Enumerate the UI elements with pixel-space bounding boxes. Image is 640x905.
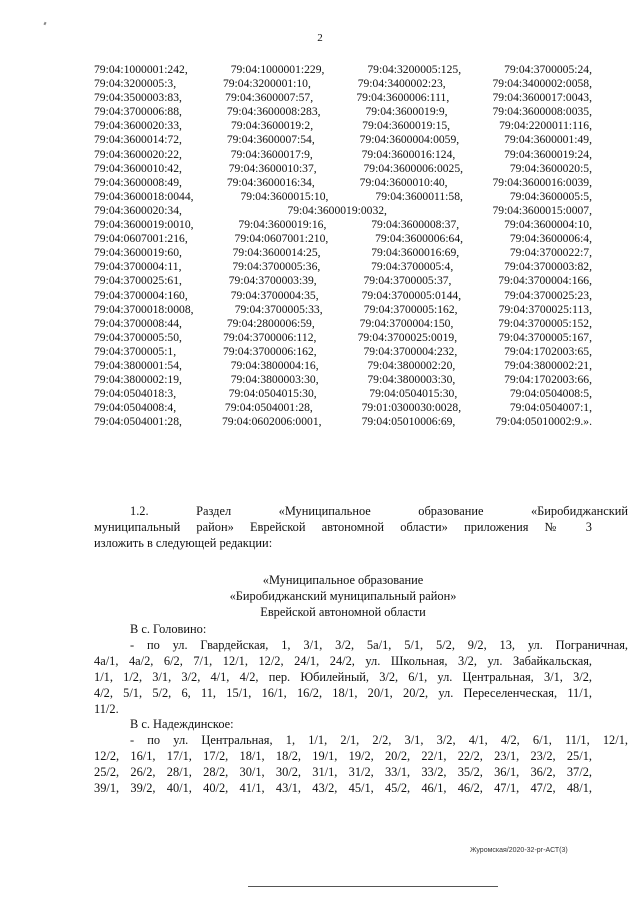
- cadastral-line: 79:04:3700005:1, 79:04:3700006:162, 79:04:3700004:232, 79:04:1702003:65,: [94, 344, 592, 358]
- section-header-line: Еврейской автономной области: [260, 605, 426, 619]
- page-number: 2: [317, 32, 323, 44]
- cadastral-line: 79:04:3500003:83, 79:04:3600007:57, 79:04:3600006:111, 79:04:3600017:0043,: [94, 91, 592, 105]
- section-header: [94, 572, 592, 620]
- cadastral-line: 79:04:3200005:3, 79:04:3200001:10, 79:04:3400002:23, 79:04:3400002:0058,: [94, 77, 592, 91]
- cadastral-line: 79:04:3700006:88, 79:04:3600008:283, 79:04:3600019:9, 79:04:3600008:0035,: [94, 105, 592, 119]
- cadastral-line: 79:04:3800001:54, 79:04:3800004:16, 79:04:3800002:20, 79:04:3800002:21,: [94, 358, 592, 372]
- cadastral-line: 79:04:3700004:160, 79:04:3700004:35, 79:04:3700005:0144, 79:04:3700025:23,: [94, 288, 592, 302]
- document-reference-stamp: Журомская/2020-32-рг-АСТ(3): [470, 847, 568, 854]
- village-heading: В с. Надеждинское:: [130, 717, 234, 732]
- cadastral-line: 79:04:3600020:34, 79:04:3600019:0032, 79:04:3600015:0007,: [94, 203, 592, 217]
- clause-line: 1.2. Раздел «Муниципальное образование «Биробиджанский: [130, 504, 628, 518]
- address-line: 12/2, 16/1, 17/1, 17/2, 18/1, 18/2, 19/1, 19/2, 20/2, 22/1, 22/2, 23/1, 23/2, 25/1,: [94, 749, 592, 764]
- cadastral-line: 79:04:1000001:242, 79:04:1000001:229, 79:04:3200005:125, 79:04:3700005:24,: [94, 63, 592, 76]
- cadastral-line: 79:04:3600019:0010, 79:04:3600019:16, 79:04:3600008:37, 79:04:3600004:10,: [94, 218, 592, 232]
- address-line: 1/1, 1/2, 3/1, 3/2, 4/1, 4/2, пер. Юбилейный, 3/2, 6/1, ул. Центральная, 3/1, 3/2,: [94, 669, 592, 684]
- bottom-divider: [248, 886, 498, 887]
- section-header-line: «Муниципальное образование: [262, 573, 424, 587]
- scan-speck: [43, 22, 46, 26]
- cadastral-line: 79:04:0607001:216, 79:04:0607001:210, 79:04:3600006:64, 79:04:3600006:4,: [94, 232, 592, 246]
- cadastral-line: 79:04:3700008:44, 79:04:2800006:59, 79:04:3700004:150, 79:04:3700005:152,: [94, 316, 592, 330]
- cadastral-line: 79:04:0504018:3, 79:04:0504015:30, 79:04:0504015:30, 79:04:0504008:5,: [94, 387, 592, 401]
- cadastral-number-list: [94, 63, 592, 429]
- address-line: - по ул. Центральная, 1, 1/1, 2/1, 2/2, 3/1, 3/2, 4/1, 4/2, 6/1, 11/1, 12/1,: [130, 733, 628, 748]
- cadastral-line: 79:04:3600020:33, 79:04:3600019:2, 79:04:3600019:15, 79:04:2200011:116,: [94, 119, 592, 133]
- cadastral-line: 79:04:3600019:60, 79:04:3600014:25, 79:04:3600016:69, 79:04:3700022:7,: [94, 246, 592, 260]
- clause-1-2: [94, 504, 628, 551]
- cadastral-line: 79:04:3700005:50, 79:04:3700006:112, 79:04:3700025:0019, 79:04:3700005:167,: [94, 330, 592, 344]
- address-line: - по ул. Гвардейская, 1, 3/1, 3/2, 5а/1, 5/1, 5/2, 9/2, 13, ул. Пограничная,: [130, 637, 628, 652]
- cadastral-line: 79:04:3700018:0008, 79:04:3700005:33, 79:04:3700005:162, 79:04:3700025:113,: [94, 302, 592, 316]
- address-line: 4/2, 5/1, 5/2, 6, 11, 15/1, 16/1, 16/2, 18/1, 20/1, 20/2, ул. Переселенческая, 11/1,: [94, 685, 592, 700]
- address-list: [94, 622, 628, 797]
- cadastral-line: 79:04:0504008:4, 79:04:0504001:28, 79:01:0300030:0028, 79:04:0504007:1,: [94, 401, 592, 415]
- clause-line: муниципальный район» Еврейской автономной области» приложения № 3: [94, 519, 592, 534]
- cadastral-line: 79:04:3600014:72, 79:04:3600007:54, 79:04:3600004:0059, 79:04:3600001:49,: [94, 133, 592, 147]
- cadastral-line: 79:04:0504001:28, 79:04:0602006:0001, 79:04:05010006:69, 79:04:05010002:9.».: [94, 415, 592, 429]
- village-heading: В с. Головино:: [130, 622, 207, 636]
- cadastral-line: 79:04:3700025:61, 79:04:3700003:39, 79:04:3700005:37, 79:04:3700004:166,: [94, 274, 592, 288]
- address-line: 39/1, 39/2, 40/1, 40/2, 41/1, 43/1, 43/2, 45/1, 45/2, 46/1, 46/2, 47/1, 47/2, 48/1,: [94, 781, 592, 796]
- cadastral-line: 79:04:3600010:42, 79:04:3600010:37, 79:04:3600006:0025, 79:04:3600020:5,: [94, 161, 592, 175]
- address-line: 4а/1, 4а/2, 6/2, 7/1, 12/1, 12/2, 24/1, 24/2, ул. Школьная, 3/2, ул. Забайкальская,: [94, 653, 592, 668]
- address-line: 11/2.: [94, 701, 119, 716]
- section-header-line: «Биробиджанский муниципальный район»: [229, 589, 457, 603]
- clause-line: изложить в следующей редакции:: [94, 535, 273, 550]
- cadastral-line: 79:04:3800002:19, 79:04:3800003:30, 79:04:3800003:30, 79:04:1702003:66,: [94, 373, 592, 387]
- cadastral-line: 79:04:3600020:22, 79:04:3600017:9, 79:04:3600016:124, 79:04:3600019:24,: [94, 147, 592, 161]
- cadastral-line: 79:04:3600008:49, 79:04:3600016:34, 79:04:3600010:40, 79:04:3600016:0039,: [94, 175, 592, 189]
- cadastral-line: 79:04:3700004:11, 79:04:3700005:36, 79:04:3700005:4, 79:04:3700003:82,: [94, 260, 592, 274]
- address-line: 25/2, 26/2, 28/1, 28/2, 30/1, 30/2, 31/1, 31/2, 33/1, 33/2, 35/2, 36/1, 36/2, 37/2,: [94, 765, 592, 780]
- cadastral-line: 79:04:3600018:0044, 79:04:3600015:10, 79:04:3600011:58, 79:04:3600005:5,: [94, 189, 592, 203]
